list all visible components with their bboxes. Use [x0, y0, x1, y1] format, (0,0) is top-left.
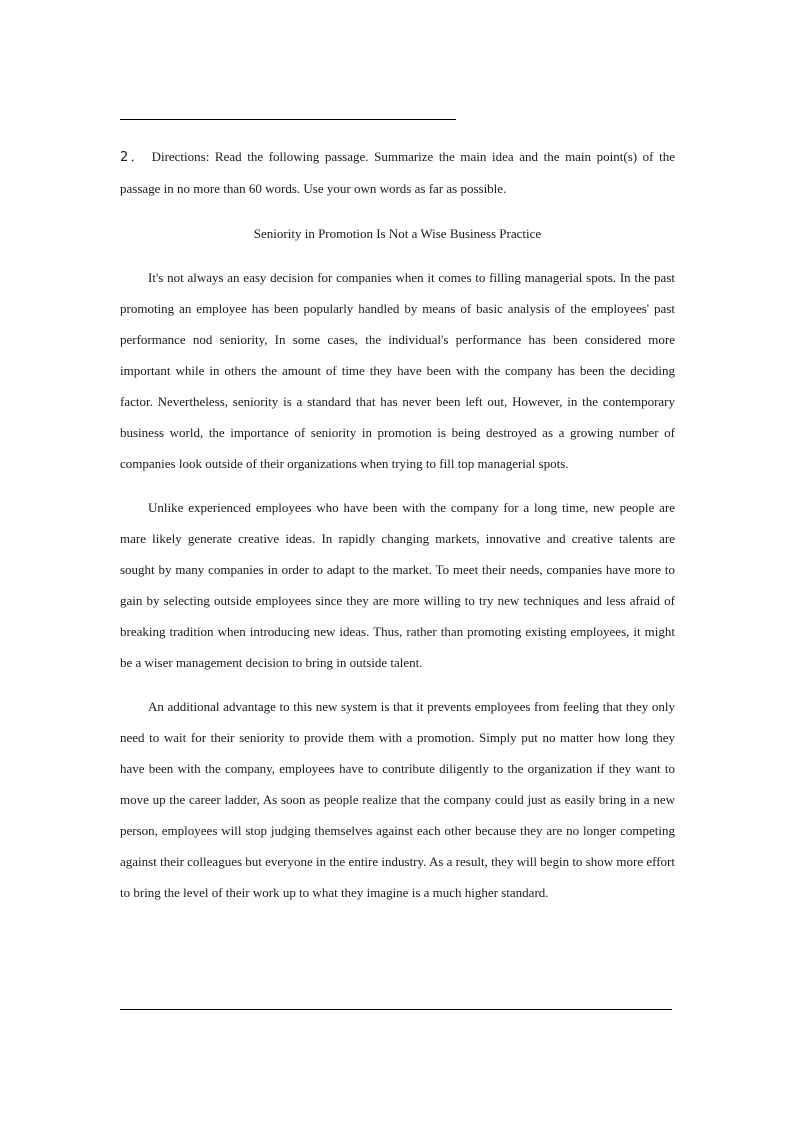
passage-paragraph-2: Unlike experienced employees who have been with the company for a long time, new people are mare likely generate creative ideas. In rapidly changing markets, innovative and creative talents are sought by many companies in order to adapt to the market. To meet their needs, companies have more to gain by selecting outside employees since they are more willing to try new techniques and less afraid of breaking tradition when introducing new ideas. Thus, rather than promoting existing employees, it might be a wiser management decision to bring in outside talent. [120, 500, 675, 670]
question-number: 2． [120, 150, 146, 165]
passage-paragraph-1: It's not always an easy decision for companies when it comes to filling managerial spots. In the past promoting an employee has been popularly handled by means of basic analysis of the employees' past performance nod seniority, In some cases, the individual's performance has been considered more important while in others the amount of time they have been with the company has been the deciding factor. Nevertheless, seniority is a standard that has never been left out, However, in the contemporary business world, the importance of seniority in promotion is being destroyed as a growing number of companies look outside of their organizations when trying to fill top managerial spots. [120, 270, 675, 471]
question-directions [120, 141, 675, 204]
passage-title: Seniority in Promotion Is Not a Wise Business Practice [253, 226, 542, 241]
bottom-answer-line [120, 1009, 672, 1010]
passage-paragraph-3: An additional advantage to this new system is that it prevents employees from feeling that they only need to wait for their seniority to provide them with a promotion. Simply put no matter how long they have been with the company, employees have to contribute diligently to the organization if they want to move up the career ladder, As soon as people realize that the company could just as easily bring in a new person, employees will stop judging themselves against each other because they are no longer competing against their colleagues but everyone in the entire industry. As a result, they will begin to show more effort to bring the level of their work up to what they imagine is a much higher standard. [120, 699, 675, 900]
page-content [120, 141, 675, 908]
directions-text: Directions: Read the following passage. Summarize the main idea and the main point(s) of the passage in no more than 60 words. Use your own words as far as possible. [120, 149, 675, 196]
top-answer-line [120, 119, 456, 120]
